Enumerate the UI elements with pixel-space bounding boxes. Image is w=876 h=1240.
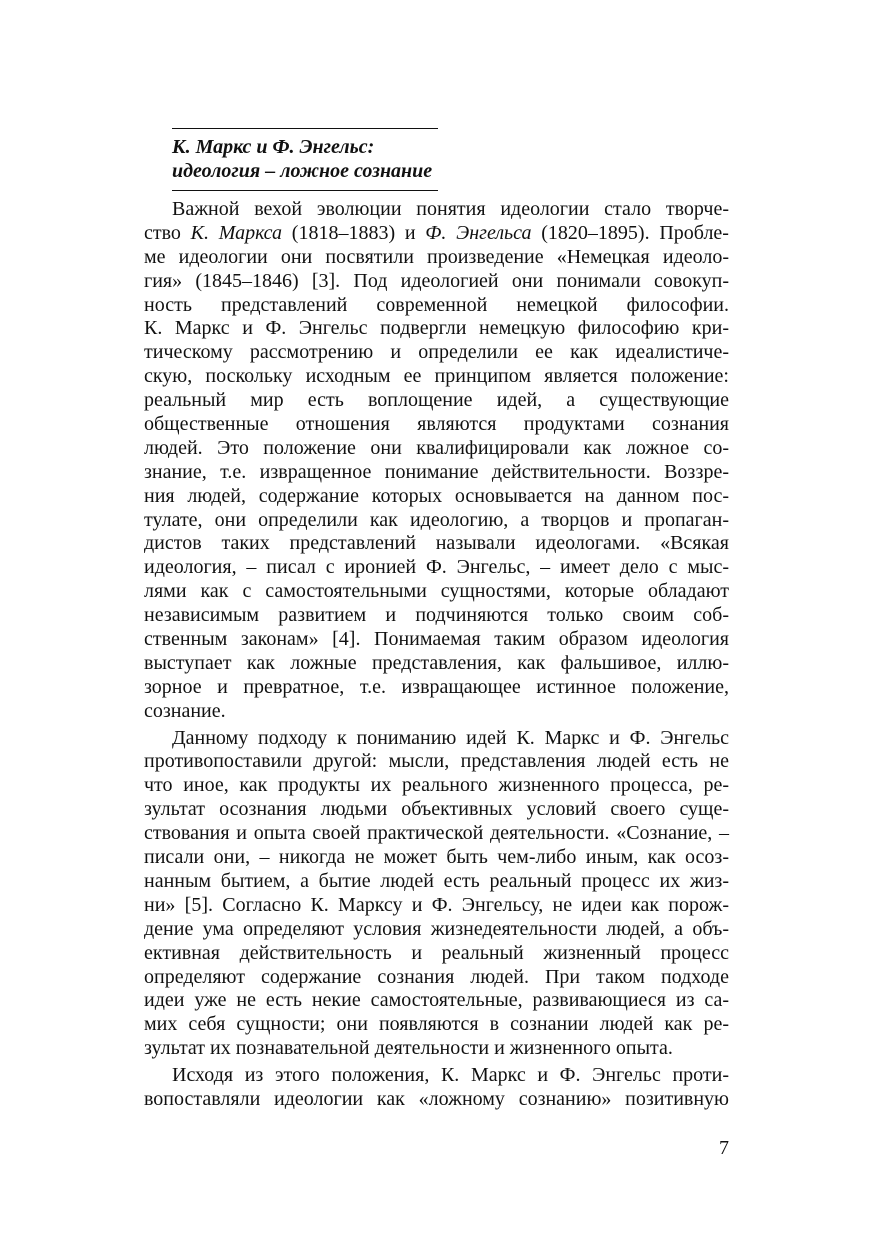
text-fragment: (1820–1895). Пробле- <box>531 221 729 244</box>
section-heading-line-2: идеология – ложное сознание <box>172 160 433 182</box>
text-line: знание, т.е. извращенное понимание действительности. Воззре- <box>144 460 729 483</box>
section-heading-line-1: К. Маркс и Ф. Энгельс: <box>172 136 375 158</box>
text-line: зультат осознания людьми объективных условий своего суще- <box>144 798 729 821</box>
page-number: 7 <box>719 1137 729 1159</box>
text-line: определяют содержание сознания людей. При таком подходе <box>144 965 729 988</box>
text-fragment: ство <box>144 221 191 244</box>
paragraph-3 <box>144 1064 729 1112</box>
text-line: гия» (1845–1846) [3]. Под идеологией они понимали совокуп- <box>144 269 729 292</box>
text-fragment: (1818–1883) и <box>282 221 426 244</box>
text-line: идеология, – писал с иронией Ф. Энгельс, – имеет дело с мыс- <box>144 556 729 579</box>
text-line: выступает как ложные представления, как фальшивое, иллю- <box>144 651 729 674</box>
text-line: нанным бытием, а бытие людей есть реальный процесс их жиз- <box>144 869 729 892</box>
text-line: зультат их познавательной деятельности и жизненного опыта. <box>144 1037 673 1060</box>
text-line: реальный мир есть воплощение идей, а существующие <box>144 389 729 412</box>
text-line: ственным законам» [4]. Понимаемая таким образом идеология <box>144 628 729 651</box>
text-line: ния людей, содержание которых основывается на данном пос- <box>144 484 729 507</box>
text-line: сознание. <box>144 699 226 722</box>
text-line: ствования и опыта своей практической деятельности. «Сознание, – <box>144 822 729 845</box>
author-name-marx: К. Маркса <box>190 221 283 244</box>
text-line: Данному подходу к пониманию идей К. Маркс и Ф. Энгельс <box>172 726 729 749</box>
text-line: людей. Это положение они квалифицировали как ложное со- <box>144 436 729 459</box>
text-line: ективная действительность и реальный жизненный процесс <box>144 941 729 964</box>
text-line: вопоставляли идеологии как «ложному сознанию» позитивную <box>144 1087 729 1110</box>
text-line: писали они, – никогда не может быть чем-либо иным, как осоз- <box>144 846 729 869</box>
text-line: Исходя из этого положения, К. Маркс и Ф. Энгельс проти- <box>172 1064 729 1087</box>
text-line: К. Маркс и Ф. Энгельс подвергли немецкую философию кри- <box>144 317 729 340</box>
text-line: тулате, они определили как идеологию, а творцов и пропаган- <box>144 508 729 531</box>
text-line-with-names <box>144 222 729 246</box>
text-line: общественные отношения являются продуктами сознания <box>144 413 729 436</box>
text-line: дение ума определяют условия жизнедеятельности людей, а объ- <box>144 917 729 940</box>
text-line: скую, поскольку исходным ее принципом является положение: <box>144 365 729 388</box>
author-name-engels: Ф. Энгельса <box>425 221 532 244</box>
text-line: независимым развитием и подчиняются только своим соб- <box>144 604 729 627</box>
body-text <box>144 198 729 1112</box>
paragraph-2 <box>144 727 729 1061</box>
section-heading <box>172 128 438 191</box>
text-line: что иное, как продукты их реального жизненного процесса, ре- <box>144 774 729 797</box>
text-line: тическому рассмотрению и определили ее как идеалистиче- <box>144 341 729 364</box>
text-line: зорное и превратное, т.е. извращающее истинное положение, <box>144 675 729 698</box>
text-line: ме идеологии они посвятили произведение «Немецкая идеоло- <box>144 245 729 268</box>
paragraph-1 <box>144 198 729 724</box>
text-line: дистов таких представлений называли идеологами. «Всякая <box>144 532 729 555</box>
text-line: ни» [5]. Согласно К. Марксу и Ф. Энгельсу, не идеи как порож- <box>144 893 729 916</box>
text-line: ность представлений современной немецкой философии. <box>144 293 729 316</box>
text-line: Важной вехой эволюции понятия идеологии стало творче- <box>172 198 729 220</box>
text-line: противопоставили другой: мысли, представления людей есть не <box>144 750 729 773</box>
text-line: лями как с самостоятельными сущностями, которые обладают <box>144 580 729 603</box>
text-line: мих себя сущности; они появляются в сознании людей как ре- <box>144 1013 729 1036</box>
text-line: идеи уже не есть некие самостоятельные, развивающиеся из са- <box>144 989 729 1012</box>
